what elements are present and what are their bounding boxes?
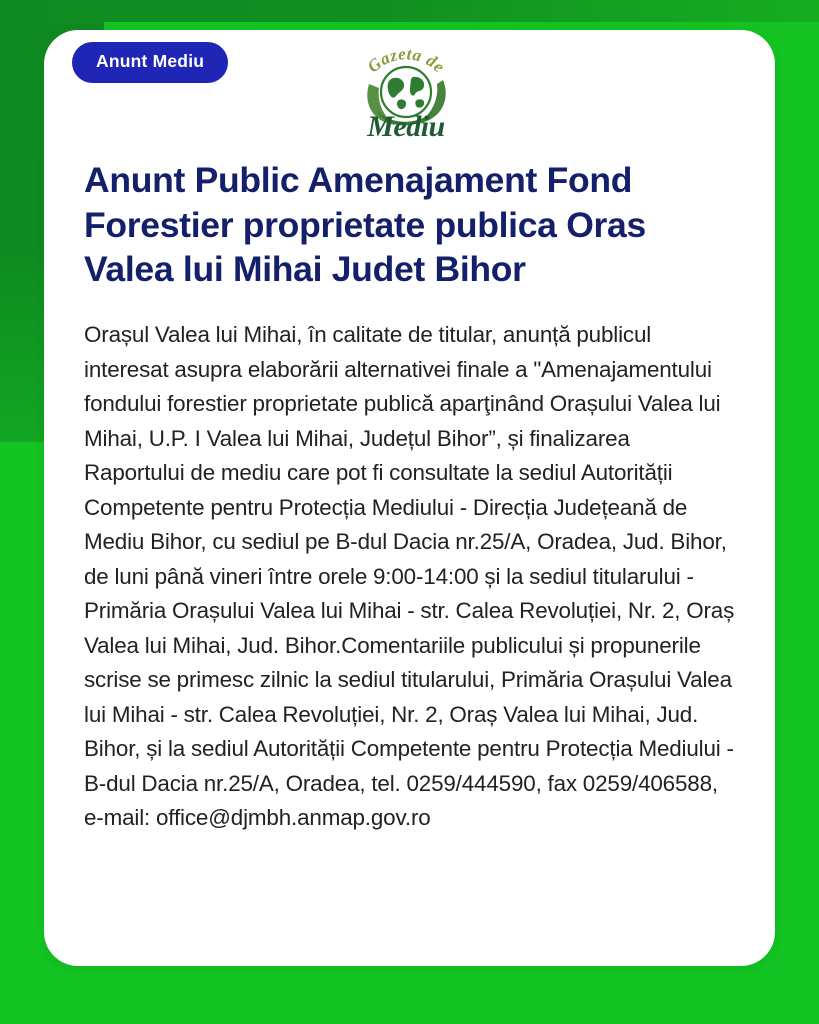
svg-text:Mediu: Mediu bbox=[367, 110, 445, 143]
category-badge[interactable]: Anunt Mediu bbox=[72, 42, 228, 83]
background-top-band bbox=[0, 0, 819, 22]
page-title: Anunt Public Amenajament Fond Forestier proprietate publica Oras Valea lui Mihai Judet Bihor bbox=[84, 160, 646, 290]
card-header bbox=[44, 30, 775, 142]
gazeta-de-mediu-logo bbox=[347, 32, 465, 144]
announcement-body: Orașul Valea lui Mihai, în calitate de titular, anunță publicul interesat asupra elaborării alternativei finale a "Amenajamentului fondului forestier proprietate publică aparţinând Orașului Valea lui Mihai, U.P. I Valea lui Mihai, Județul Bihor”, și finalizarea Raportului de mediu care pot fi consultate la sediul Autorității Competente pentru Protecția Mediului - Direcția Județeană de Mediu Bihor, cu sediul pe B-dul Dacia nr.25/A, Oradea, Jud. Bihor, de luni până vineri între orele 9:00-14:00 și la sediul titularului - Primăria Orașului Valea lui Mihai - str. Calea Revoluției, Nr. 2, Oraș Valea lui Mihai, Jud. Bihor.Comentariile publicului și propunerile scrise se primesc zilnic la sediul titularului, Primăria Orașului Valea lui Mihai - str. Calea Revoluției, Nr. 2, Oraș Valea lui Mihai, Jud. Bihor, și la sediul Autorității Competente pentru Protecția Mediului - B-dul Dacia nr.25/A, Oradea, tel. 0259/444590, fax 0259/406588, e-mail: office@djmbh.anmap.gov.ro bbox=[84, 322, 735, 831]
announcement-card bbox=[44, 30, 775, 966]
svg-text:Gazeta de: Gazeta de bbox=[363, 44, 449, 77]
